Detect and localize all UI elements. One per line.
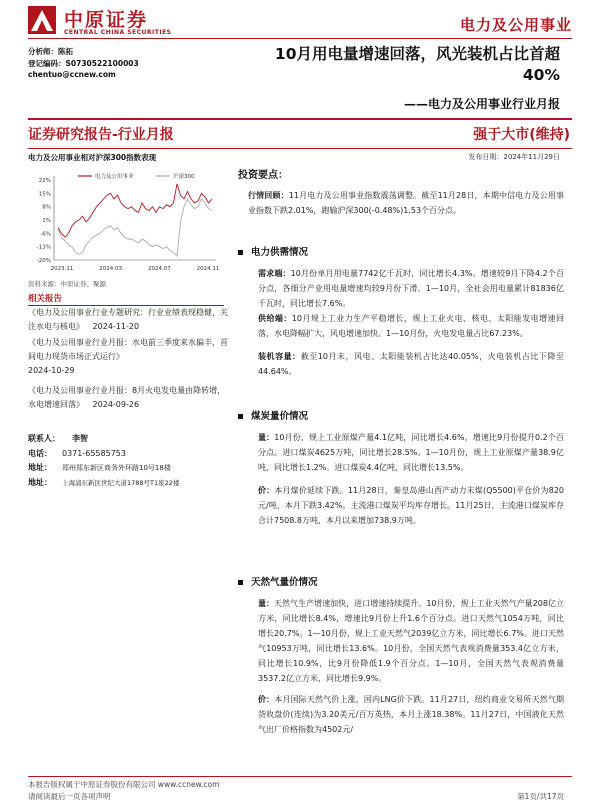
footer-copyright: 本报告版权属于中原证券股份有限公司 www.ccnew.com [28,780,220,789]
related-report-text: 《电力及公用事业行业月报：水电前三季度来水偏丰，首间电力现货市场正式运行》 [28,338,228,361]
coal-section-title: 煤炭量价情况 [251,411,309,422]
logo-mark-icon [28,6,56,34]
analyst-email: chentuo@ccnew.com [28,70,116,79]
related-report-1[interactable] [28,306,228,334]
gas-price-heading: 价： [258,695,275,704]
report-subtitle: ——电力及公用事业行业月报 [403,97,560,111]
related-report-date: 2024-09-26 [92,400,140,409]
coal-price-text: 本月煤价延续下跌。11月28日，秦皇岛港山西产动力末煤(Q5500)平仓价为820元/吨，本月下跌3.42%。主流港口煤炭平均库存增长。11月25日，主流港口煤炭库存合计7508.8万吨，本月以来增加738.9万吨。 [258,486,564,525]
gas-volume-heading: 量： [258,599,275,608]
contact-address-label: 地址： [28,463,52,472]
gas-section [238,574,564,737]
supply-heading: 供给端： [258,314,292,323]
series-line-1 [58,184,212,237]
performance-chart-svg [28,166,224,276]
sector-label: 电力及公用事业 [459,16,572,34]
gas-section-title: 天然气量价情况 [251,577,318,588]
y-tick-label: -6% [40,231,51,238]
related-report-date: 2024-10-29 [28,366,75,375]
analyst-name: 分析师：陈拓 [28,47,73,56]
demand-text: 10月份单月用电量7742亿千瓦时，同比增长4.3%。增速较9月下降4.2个百分点，各细分产业用电量增速均较9月份下滑。1—10月，全社会用电量累计81836亿千瓦时，同比增长7.6%。 [258,269,564,308]
x-tick-label: 2023.11 [50,266,74,272]
header-divider [28,38,572,39]
market-review-section [238,188,564,218]
company-logo [28,6,188,40]
supply-text: 10月规上工业力生产平稳增长，规上工业火电、核电、太阳能发电增速回落，水电降幅扩大，风电增速加快。1—10月份，火电发电量占比67.23%。 [258,314,564,338]
y-tick-label: -13% [36,244,51,251]
power-section [238,244,564,379]
y-tick-label: -20% [36,258,51,264]
y-tick-label: 15% [38,191,51,198]
y-tick-label: 22% [38,178,51,184]
bullet-icon [238,414,243,419]
key-points-title: 投资要点： [238,170,288,181]
related-report-text: 《电力及公用事业行业专题研究：行业业绩表现稳健，关注水电与核电》 [28,308,228,331]
related-reports-title: 相关报告 [28,292,224,306]
power-section-title: 电力供需情况 [251,247,309,258]
coal-volume-heading: 量： [258,433,275,442]
logo-company-cn: 中原证券 [64,9,149,31]
coal-volume-text: 10月份，规上工业原煤产量4.1亿吨，同比增长4.6%，增速比9月份提升0.2个百分点。进口煤炭4625万吨，同比增长28.5%。1—10月份，规上工业原煤产量38.9亿吨，同比增长1.2%。进口煤炭4.4亿吨，同比增长13.5%。 [258,433,564,472]
contact-address-zhengzhou: 郑州郑东新区商务外环路10号18楼 [62,464,171,472]
coal-section [238,408,564,528]
related-report-3[interactable] [28,384,228,412]
bullet-icon [238,580,243,585]
contact-person-label: 联系人： [28,434,60,443]
key-points-heading [238,166,564,181]
page-number: 第1页/共17页 [517,792,564,801]
logo-company-en: CENTRAL CHINA SECURITIES [64,29,172,36]
report-type: 证券研究报告-行业月报 [28,127,174,143]
analyst-info [28,46,139,81]
gas-price-text: 本月国际天然气价上涨，国内LNG价下跌。11月27日，纽约商业交易所天然气期货收盘价(连续)为3.20美元/百万英热，本月上涨18.38%。11月27日，中国液化天然气出厂价格指数为4502元/ [258,695,565,734]
contact-address-label: 地址： [28,477,52,487]
contact-block [28,432,238,490]
bullet-icon [238,250,243,255]
related-report-text: 《电力及公用事业行业月报：8月火电发电量由降转增，水电增速回落》 [28,386,226,409]
contact-address-shanghai: 上海浦东新区世纪大道1788号T1座22楼 [62,478,180,487]
x-tick-label: 2024.03 [99,266,123,272]
report-title: 10月用电量增速回落，风光装机占比首超40% [274,45,560,84]
coal-price-heading: 价： [258,486,275,495]
rating: 强于大市(维持) [473,127,570,143]
gas-volume-text: 天然气生产增速加快，进口增速持续提升。10月份，规上工业天然气产量208亿立方米，同比增长8.4%，增速比9月份上升1.6个百分点。进口天然气1054万吨，同比增长20.7%。1—10月份，规上工业天然气2039亿立方米，同比增长6.7%。进口天然气10953万吨，同比增长13.6%。10月份，全国天然气表观消费量353.4亿立方米，同比增长10.9%，比9月份降低1.9个百分点。1—10月，全国天然气表观消费量3537.2亿立方米，同比增长9.9%。 [258,599,564,683]
legend-label: 沪深300 [173,174,195,180]
series-line-2 [58,199,212,256]
related-report-date: 2024-11-20 [92,322,140,331]
chart-source: 资料来源：中原证券、聚源 [28,280,106,288]
contact-person: 李智 [72,434,88,443]
y-tick-label: 8% [42,204,51,211]
demand-heading: 需求端： [258,269,291,278]
legend-label: 电力及公用事业 [95,174,134,180]
capacity-heading: 装机容量： [258,352,301,361]
capacity-text: 截至10月末，风电、太阳能装机占比达40.05%，火电装机占比下降至44.64%。 [258,352,565,376]
x-tick-label: 2024.11 [196,266,220,272]
analyst-registration: 登记编码：S0730522100003 [28,58,139,68]
y-tick-label: 1% [42,218,51,224]
related-report-2[interactable] [28,336,228,378]
market-review-text: 11月电力及公用事业指数震荡调整。截至11月28日，本期中信电力及公用事业指数下跌2.01%，跑输沪深300(-0.48%)1.53个百分点。 [248,191,565,215]
x-tick-label: 2024.07 [147,266,171,272]
market-review-heading: 行情回顾： [248,191,289,200]
publish-date: 发布日期：2024年11月29日 [468,153,560,161]
footer-divider [28,776,572,777]
contact-phone-label: 电话： [28,448,52,458]
report-type-band [28,118,572,149]
contact-phone: 0371-65585753 [62,448,126,458]
footer-disclaimer: 请阅读最后一页各项声明 [28,792,111,801]
chart-title: 电力及公用事业相对沪深300指数表现 [28,153,157,162]
performance-chart [28,166,224,276]
